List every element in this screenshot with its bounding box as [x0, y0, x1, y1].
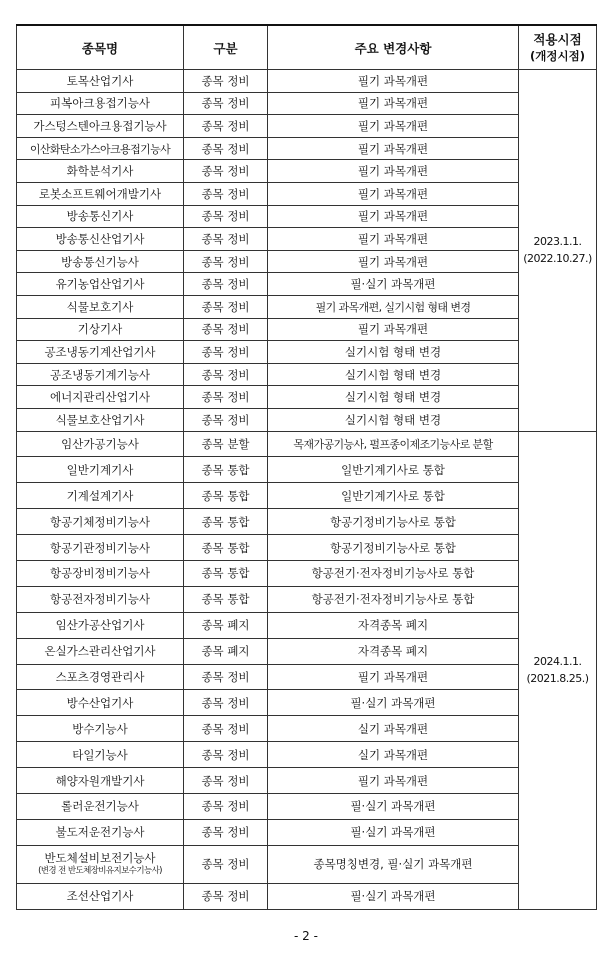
item-name-cell: 롤러운전기능사 [17, 793, 184, 819]
change-cell: 항공기정비기능사로 통합 [268, 535, 519, 561]
item-name-cell: 타일기능사 [17, 742, 184, 768]
change-cell: 필·실기 과목개편 [268, 793, 519, 819]
category-cell: 종목 분할 [184, 431, 268, 457]
category-cell: 종목 정비 [184, 768, 268, 794]
header-category: 구분 [184, 25, 268, 70]
revision-date: (2021.8.25.) [526, 672, 589, 686]
category-cell: 종목 정비 [184, 160, 268, 183]
category-cell: 종목 정비 [184, 137, 268, 160]
change-cell: 실기 과목개편 [268, 742, 519, 768]
category-cell: 종목 통합 [184, 509, 268, 535]
item-name-cell: 임산가공산업기사 [17, 612, 184, 638]
category-cell: 종목 정비 [184, 92, 268, 115]
table-row [17, 182, 597, 205]
item-name-cell: 기계설계기사 [17, 483, 184, 509]
change-cell: 실기시험 형태 변경 [268, 408, 519, 431]
category-cell: 종목 정비 [184, 318, 268, 341]
table-row [17, 845, 597, 883]
table-row [17, 160, 597, 183]
item-name-cell: 항공장비정비기능사 [17, 560, 184, 586]
item-name-cell: 스포츠경영관리사 [17, 664, 184, 690]
item-name-cell: 불도저운전기능사 [17, 819, 184, 845]
item-name-cell: 방수산업기사 [17, 690, 184, 716]
table-row [17, 363, 597, 386]
effective-date: 2023.1.1. [533, 235, 582, 249]
category-cell: 종목 정비 [184, 250, 268, 273]
item-name-cell: 이산화탄소가스아크용접기능사 [17, 137, 184, 160]
table-row [17, 408, 597, 431]
item-name-cell: 에너지관리산업기사 [17, 386, 184, 409]
change-cell: 항공기정비기능사로 통합 [268, 509, 519, 535]
category-cell: 종목 통합 [184, 586, 268, 612]
table-row [17, 386, 597, 409]
item-name-cell: 임산가공기능사 [17, 431, 184, 457]
table-row [17, 205, 597, 228]
category-cell: 종목 통합 [184, 535, 268, 561]
category-cell: 종목 정비 [184, 363, 268, 386]
category-cell: 종목 폐지 [184, 638, 268, 664]
effective-date: 2024.1.1. [533, 655, 582, 669]
category-cell: 종목 정비 [184, 182, 268, 205]
revision-date: (2022.10.27.) [523, 252, 592, 266]
table-row [17, 819, 597, 845]
page-number: - 2 - [294, 929, 318, 943]
table-row [17, 92, 597, 115]
item-name: 반도체설비보전기능사 [44, 851, 156, 866]
item-name-cell: 토목산업기사 [17, 70, 184, 93]
category-cell: 종목 정비 [184, 819, 268, 845]
category-cell: 종목 정비 [184, 341, 268, 364]
item-former-name: (변경 전 반도체장비유지보수기능사) [38, 866, 162, 877]
item-name-cell: 식물보호산업기사 [17, 408, 184, 431]
change-cell: 필기 과목개편 [268, 137, 519, 160]
change-cell: 필기 과목개편 [268, 70, 519, 93]
item-name-cell: 공조냉동기계산업기사 [17, 341, 184, 364]
change-cell: 일반기계기사로 통합 [268, 457, 519, 483]
category-cell: 종목 정비 [184, 386, 268, 409]
table-row [17, 664, 597, 690]
header-main-changes: 주요 변경사항 [268, 25, 519, 70]
table-row [17, 638, 597, 664]
change-cell: 필기 과목개편, 실기시험 형태 변경 [268, 295, 519, 318]
item-name-cell: 공조냉동기계기능사 [17, 363, 184, 386]
table-row [17, 295, 597, 318]
table-row [17, 509, 597, 535]
category-cell: 종목 정비 [184, 115, 268, 138]
change-cell: 필기 과목개편 [268, 205, 519, 228]
table-row [17, 137, 597, 160]
change-cell: 필기 과목개편 [268, 664, 519, 690]
item-name-cell: 기상기사 [17, 318, 184, 341]
table-header-row [17, 25, 597, 70]
change-cell: 필기 과목개편 [268, 115, 519, 138]
category-cell: 종목 통합 [184, 457, 268, 483]
category-cell: 종목 통합 [184, 483, 268, 509]
table-row [17, 457, 597, 483]
qualification-change-table [16, 24, 597, 910]
change-cell: 필·실기 과목개편 [268, 690, 519, 716]
table-row [17, 431, 597, 457]
change-cell: 실기시험 형태 변경 [268, 363, 519, 386]
category-cell: 종목 정비 [184, 793, 268, 819]
category-cell: 종목 정비 [184, 690, 268, 716]
change-cell: 자격종목 폐지 [268, 612, 519, 638]
item-name-cell: 가스텅스텐아크용접기능사 [17, 115, 184, 138]
change-cell: 항공전기·전자정비기능사로 통합 [268, 560, 519, 586]
item-name-cell: 유기농업산업기사 [17, 273, 184, 296]
change-cell: 종목명칭변경, 필·실기 과목개편 [268, 845, 519, 883]
change-cell: 실기시험 형태 변경 [268, 386, 519, 409]
category-cell: 종목 정비 [184, 273, 268, 296]
item-name-cell: 조선산업기사 [17, 883, 184, 909]
item-name-cell: 항공전자정비기능사 [17, 586, 184, 612]
change-cell: 일반기계기사로 통합 [268, 483, 519, 509]
table-row [17, 716, 597, 742]
change-cell: 필기 과목개편 [268, 160, 519, 183]
change-cell: 필·실기 과목개편 [268, 883, 519, 909]
category-cell: 종목 폐지 [184, 612, 268, 638]
table-row [17, 612, 597, 638]
table-row [17, 560, 597, 586]
item-name-cell: 방송통신기능사 [17, 250, 184, 273]
change-cell: 실기시험 형태 변경 [268, 341, 519, 364]
category-cell: 종목 정비 [184, 742, 268, 768]
change-cell: 필기 과목개편 [268, 182, 519, 205]
effective-date-cell [519, 431, 597, 909]
change-cell: 필·실기 과목개편 [268, 273, 519, 296]
item-name-cell: 방수기능사 [17, 716, 184, 742]
table-row [17, 70, 597, 93]
table-row [17, 115, 597, 138]
table-row [17, 768, 597, 794]
category-cell: 종목 정비 [184, 205, 268, 228]
category-cell: 종목 정비 [184, 883, 268, 909]
effective-date-cell [519, 70, 597, 432]
category-cell: 종목 정비 [184, 295, 268, 318]
item-name-cell [17, 845, 184, 883]
change-cell: 필기 과목개편 [268, 92, 519, 115]
item-name-cell: 해양자원개발기사 [17, 768, 184, 794]
change-cell: 필기 과목개편 [268, 318, 519, 341]
table-row [17, 535, 597, 561]
change-cell: 실기 과목개편 [268, 716, 519, 742]
table-row [17, 483, 597, 509]
category-cell: 종목 통합 [184, 560, 268, 586]
table-row [17, 228, 597, 251]
category-cell: 종목 정비 [184, 664, 268, 690]
table-row [17, 883, 597, 909]
change-cell: 필기 과목개편 [268, 250, 519, 273]
table-row [17, 690, 597, 716]
change-cell: 필·실기 과목개편 [268, 819, 519, 845]
category-cell: 종목 정비 [184, 845, 268, 883]
category-cell: 종목 정비 [184, 70, 268, 93]
category-cell: 종목 정비 [184, 408, 268, 431]
table-row [17, 250, 597, 273]
item-name-cell: 피복아크용접기능사 [17, 92, 184, 115]
item-name-cell: 일반기계기사 [17, 457, 184, 483]
header-effective-date: 적용시점 (개정시점) [519, 25, 597, 70]
table-row [17, 586, 597, 612]
item-name-cell: 방송통신기사 [17, 205, 184, 228]
change-cell: 자격종목 폐지 [268, 638, 519, 664]
item-name-cell: 항공기체정비기능사 [17, 509, 184, 535]
item-name-cell: 온실가스관리산업기사 [17, 638, 184, 664]
change-cell: 필기 과목개편 [268, 228, 519, 251]
item-name-cell: 항공기관정비기능사 [17, 535, 184, 561]
change-cell: 항공전기·전자정비기능사로 통합 [268, 586, 519, 612]
category-cell: 종목 정비 [184, 228, 268, 251]
item-name-cell: 로봇소프트웨어개발기사 [17, 182, 184, 205]
change-cell: 목재가공기능사, 펄프종이제조기능사로 분할 [268, 431, 519, 457]
table-row [17, 793, 597, 819]
change-cell: 필기 과목개편 [268, 768, 519, 794]
item-name-cell: 방송통신산업기사 [17, 228, 184, 251]
header-item-name: 종목명 [17, 25, 184, 70]
item-name-cell: 식물보호기사 [17, 295, 184, 318]
table-row [17, 742, 597, 768]
table-row [17, 341, 597, 364]
table-row [17, 273, 597, 296]
item-name-cell: 화학분석기사 [17, 160, 184, 183]
table-row [17, 318, 597, 341]
category-cell: 종목 정비 [184, 716, 268, 742]
